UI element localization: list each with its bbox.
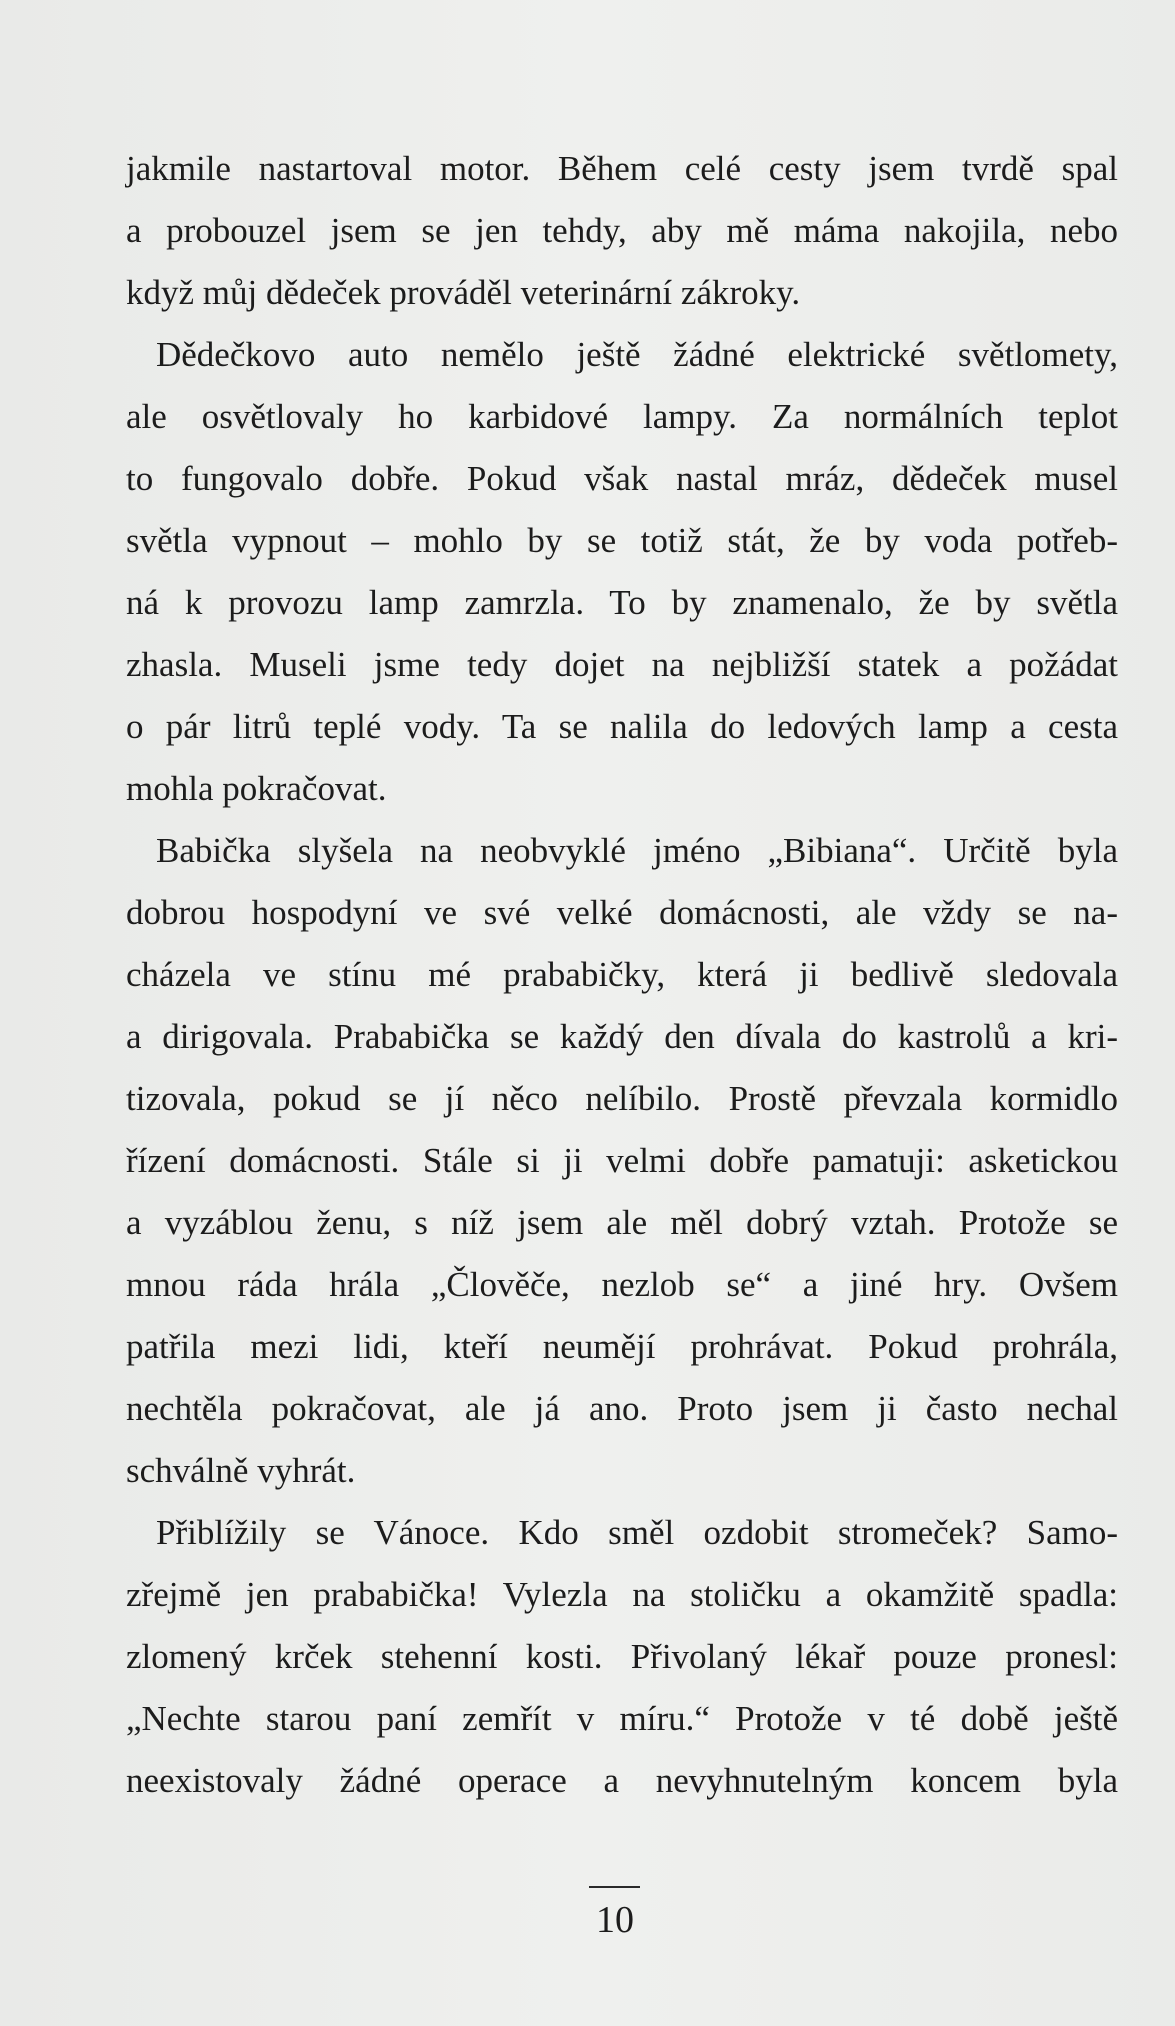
text-line: zřejmě jen prababička! Vylezla na stoličku a okamžitě spadla: <box>126 1575 1118 1614</box>
text-line: Dědečkovo auto nemělo ještě žádné elektrické světlomety, <box>156 335 1118 374</box>
text-line: ná k provozu lamp zamrzla. To by znamenalo, že by světla <box>126 583 1118 622</box>
text-line: to fungovalo dobře. Pokud však nastal mráz, dědeček musel <box>126 459 1118 498</box>
text-line: a probouzel jsem se jen tehdy, aby mě máma nakojila, nebo <box>126 211 1118 250</box>
paragraph-2 <box>126 324 1118 820</box>
paragraph-1 <box>126 138 1118 324</box>
text-line: dobrou hospodyní ve své velké domácnosti, ale vždy se na- <box>126 893 1118 932</box>
text-line: a vyzáblou ženu, s níž jsem ale měl dobrý vztah. Protože se <box>126 1203 1118 1242</box>
text-line: zhasla. Museli jsme tedy dojet na nejbližší statek a požádat <box>126 645 1118 684</box>
text-line: o pár litrů teplé vody. Ta se nalila do ledových lamp a cesta <box>126 707 1118 746</box>
text-line: ale osvětlovaly ho karbidové lampy. Za normálních teplot <box>126 397 1118 436</box>
paragraph-3 <box>126 820 1118 1502</box>
text-line: neexistovaly žádné operace a nevyhnutelným koncem byla <box>126 1761 1118 1800</box>
paragraph-4 <box>126 1502 1118 1812</box>
body-text <box>126 138 1118 1812</box>
text-line: řízení domácnosti. Stále si ji velmi dobře pamatuji: asketickou <box>126 1141 1118 1180</box>
text-line: schválně vyhrát. <box>126 1451 356 1490</box>
text-line: nechtěla pokračovat, ale já ano. Proto jsem ji často nechal <box>126 1389 1118 1428</box>
text-line: jakmile nastartoval motor. Během celé cesty jsem tvrdě spal <box>126 149 1118 188</box>
text-line: tizovala, pokud se jí něco nelíbilo. Prostě převzala kormidlo <box>126 1079 1118 1118</box>
text-line: Babička slyšela na neobvyklé jméno „Bibiana“. Určitě byla <box>156 831 1118 870</box>
text-line: mnou ráda hrála „Člověče, nezlob se“ a jiné hry. Ovšem <box>126 1265 1118 1304</box>
text-line: a dirigovala. Prababička se každý den dívala do kastrolů a kri- <box>126 1017 1118 1056</box>
text-line: cházela ve stínu mé prababičky, která ji bedlivě sledovala <box>126 955 1118 994</box>
text-line: „Nechte starou paní zemřít v míru.“ Protože v té době ještě <box>126 1699 1118 1738</box>
text-line: světla vypnout – mohlo by se totiž stát, že by voda potřeb- <box>126 521 1118 560</box>
text-line: patřila mezi lidi, kteří neumějí prohrávat. Pokud prohrála, <box>126 1327 1118 1366</box>
page-number: 10 <box>596 1899 634 1941</box>
text-line: Přiblížily se Vánoce. Kdo směl ozdobit stromeček? Samo- <box>156 1513 1118 1552</box>
page-number-rule <box>589 1886 640 1888</box>
text-line: zlomený krček stehenní kosti. Přivolaný lékař pouze pronesl: <box>126 1637 1118 1676</box>
text-line: když můj dědeček prováděl veterinární zákroky. <box>126 273 801 312</box>
text-line: mohla pokračovat. <box>126 769 387 808</box>
